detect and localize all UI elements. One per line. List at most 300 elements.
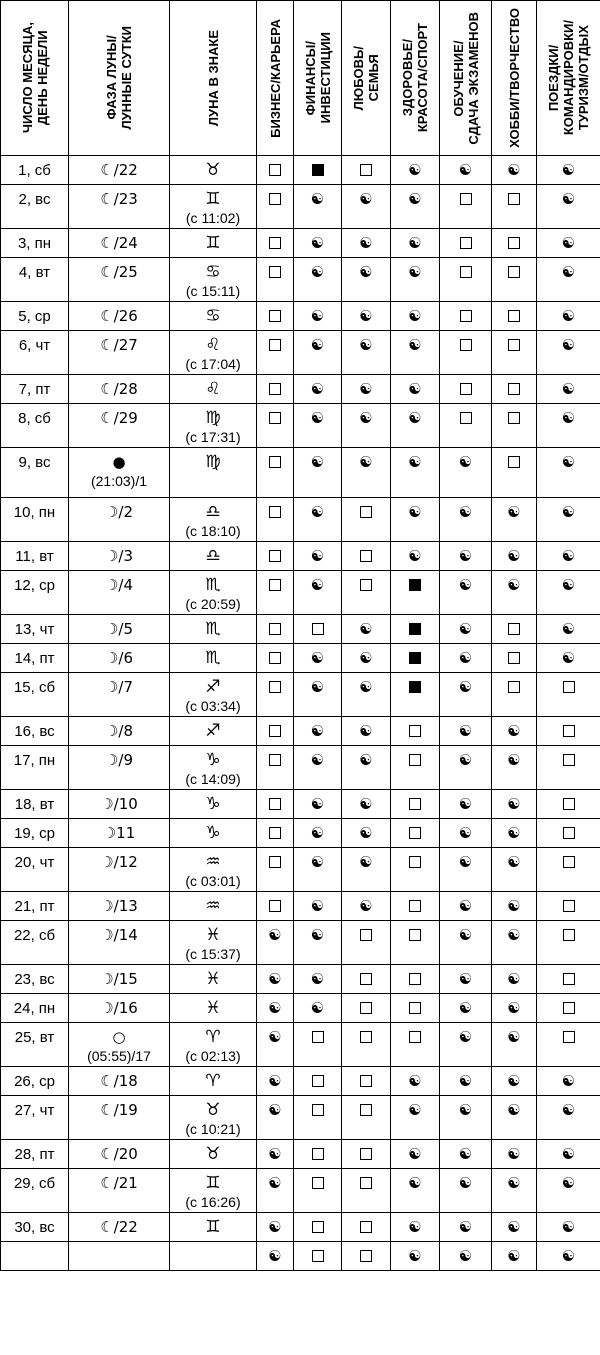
rating-cell: [440, 258, 492, 302]
table-row: [1, 571, 600, 615]
yin-yang-icon: ☯: [310, 189, 325, 208]
rating-cell: [391, 156, 440, 185]
day-cell: 4, вт: [1, 258, 69, 302]
yin-yang-icon: ☯: [408, 160, 422, 179]
rating-cell: [492, 1169, 537, 1213]
zodiac-sign-icon: ♉: [205, 160, 221, 180]
empty-square-icon: [508, 310, 520, 322]
rating-cell: [391, 644, 440, 673]
rating-cell: [492, 1067, 537, 1096]
moon-phase: ☾/20: [100, 1145, 138, 1163]
rating-cell: [257, 921, 294, 965]
rating-cell: [537, 185, 600, 229]
day-cell: 2, вс: [1, 185, 69, 229]
phase-cell: [69, 498, 170, 542]
rating-cell: [342, 498, 391, 542]
empty-square-icon: [460, 412, 472, 424]
rating-cell: [440, 1096, 492, 1140]
rating-cell: [391, 229, 440, 258]
empty-square-icon: [312, 1075, 324, 1087]
day-cell: 21, пт: [1, 892, 69, 921]
table-row: [1, 746, 600, 790]
rating-cell: [342, 375, 391, 404]
yin-yang-icon: ☯: [561, 160, 576, 179]
phase-cell: [69, 819, 170, 848]
empty-square-icon: [269, 652, 281, 664]
header-label: ЛЮБОВЬ/ СЕМЬЯ: [351, 45, 381, 111]
moon-phase: ☾/22: [100, 161, 138, 179]
empty-square-icon: [269, 725, 281, 737]
rating-cell: [391, 404, 440, 448]
rating-cell: [257, 819, 294, 848]
yin-yang-icon: ☯: [458, 1071, 473, 1090]
yin-yang-icon: ☯: [310, 575, 325, 594]
empty-square-icon: [460, 339, 472, 351]
rating-cell: [342, 1169, 391, 1213]
rating-cell: [257, 892, 294, 921]
rating-cell: [391, 892, 440, 921]
sign-cell: [170, 746, 257, 790]
yin-yang-icon: ☯: [561, 1217, 576, 1236]
rating-cell: [537, 994, 600, 1023]
yin-yang-icon: ☯: [458, 852, 473, 871]
rating-cell: [294, 258, 342, 302]
sign-time: (с 17:31): [185, 429, 241, 445]
rating-cell: [391, 375, 440, 404]
rating-cell: [440, 819, 492, 848]
yin-yang-icon: ☯: [561, 619, 576, 638]
day-cell: [1, 1242, 69, 1271]
rating-cell: [294, 746, 342, 790]
moon-phase: ☾/25: [100, 263, 138, 281]
rating-cell: [537, 673, 600, 717]
yin-yang-icon: ☯: [268, 1173, 282, 1192]
rating-cell: [492, 615, 537, 644]
rating-cell: [294, 1169, 342, 1213]
rating-cell: [440, 448, 492, 498]
rating-cell: [492, 1096, 537, 1140]
empty-square-icon: [508, 237, 520, 249]
phase-cell: [69, 615, 170, 644]
yin-yang-icon: ☯: [507, 1144, 521, 1163]
empty-square-icon: [360, 929, 372, 941]
yin-yang-icon: ☯: [359, 452, 373, 471]
yin-yang-icon: ☯: [359, 721, 373, 740]
rating-cell: [537, 848, 600, 892]
sign-cell: [170, 1213, 257, 1242]
empty-square-icon: [360, 579, 372, 591]
rating-cell: [537, 1096, 600, 1140]
rating-cell: [257, 1023, 294, 1067]
empty-square-icon: [269, 623, 281, 635]
yin-yang-icon: ☯: [507, 1100, 521, 1119]
empty-square-icon: [269, 412, 281, 424]
table-row: [1, 404, 600, 448]
empty-square-icon: [360, 1221, 372, 1233]
sign-time: (с 10:21): [185, 1121, 241, 1137]
header-label: БИЗНЕС/КАРЬЕРА: [267, 18, 283, 138]
yin-yang-icon: ☯: [507, 546, 521, 565]
sign-cell: [170, 1023, 257, 1067]
rating-cell: [537, 448, 600, 498]
zodiac-sign-icon: ♌: [205, 335, 221, 355]
yin-yang-icon: ☯: [310, 823, 325, 842]
zodiac-sign-icon: ♊: [205, 1217, 221, 1237]
yin-yang-icon: ☯: [458, 925, 473, 944]
yin-yang-icon: ☯: [310, 262, 325, 281]
yin-yang-icon: ☯: [561, 379, 576, 398]
yin-yang-icon: ☯: [310, 896, 325, 915]
yin-yang-icon: ☯: [458, 823, 473, 842]
rating-cell: [537, 644, 600, 673]
yin-yang-icon: ☯: [458, 452, 473, 471]
table-row: [1, 848, 600, 892]
empty-square-icon: [312, 1148, 324, 1160]
header-study: [440, 1, 492, 156]
rating-cell: [440, 892, 492, 921]
rating-cell: [257, 1067, 294, 1096]
rating-cell: [342, 542, 391, 571]
zodiac-sign-icon: ♐: [205, 677, 221, 697]
empty-square-icon: [409, 900, 421, 912]
phase-cell: [69, 673, 170, 717]
sign-cell: [170, 1067, 257, 1096]
yin-yang-icon: ☯: [458, 998, 473, 1017]
rating-cell: [440, 1140, 492, 1169]
yin-yang-icon: ☯: [310, 794, 325, 813]
day-cell: 8, сб: [1, 404, 69, 448]
rating-cell: [537, 571, 600, 615]
rating-cell: [294, 542, 342, 571]
yin-yang-icon: ☯: [359, 233, 373, 252]
moon-phase: ☽/7: [104, 678, 134, 696]
table-row: [1, 302, 600, 331]
phase-cell: [69, 571, 170, 615]
sign-cell: [170, 1169, 257, 1213]
empty-square-icon: [508, 681, 520, 693]
rating-cell: [342, 185, 391, 229]
rating-cell: [492, 746, 537, 790]
rating-cell: [294, 615, 342, 644]
yin-yang-icon: ☯: [561, 408, 576, 427]
rating-cell: [342, 1213, 391, 1242]
sign-time: (с 15:11): [185, 283, 241, 299]
empty-square-icon: [312, 1177, 324, 1189]
sign-cell: [170, 615, 257, 644]
rating-cell: [391, 1169, 440, 1213]
rating-cell: [391, 848, 440, 892]
rating-cell: [294, 185, 342, 229]
rating-cell: [492, 717, 537, 746]
rating-cell: [391, 498, 440, 542]
rating-cell: [342, 790, 391, 819]
rating-cell: [440, 302, 492, 331]
rating-cell: [537, 746, 600, 790]
rating-cell: [391, 1067, 440, 1096]
yin-yang-icon: ☯: [507, 896, 521, 915]
moon-phase: ☽/15: [100, 970, 138, 988]
yin-yang-icon: ☯: [507, 1027, 521, 1046]
sign-cell: [170, 644, 257, 673]
table-row: [1, 498, 600, 542]
rating-cell: [257, 790, 294, 819]
yin-yang-icon: ☯: [458, 502, 473, 521]
yin-yang-icon: ☯: [268, 1027, 282, 1046]
rating-cell: [440, 331, 492, 375]
yin-yang-icon: ☯: [561, 306, 576, 325]
empty-square-icon: [312, 1031, 324, 1043]
sign-time: (с 03:34): [185, 698, 241, 714]
rating-cell: [492, 185, 537, 229]
day-cell: 6, чт: [1, 331, 69, 375]
yin-yang-icon: ☯: [359, 262, 373, 281]
yin-yang-icon: ☯: [561, 546, 576, 565]
rating-cell: [492, 965, 537, 994]
rating-cell: [294, 375, 342, 404]
sign-cell: [170, 302, 257, 331]
moon-phase: ☾/22: [100, 1218, 138, 1236]
table-row: [1, 375, 600, 404]
rating-cell: [342, 302, 391, 331]
table-row: [1, 892, 600, 921]
yin-yang-icon: ☯: [458, 1173, 473, 1192]
rating-cell: [342, 848, 391, 892]
rating-cell: [294, 498, 342, 542]
empty-square-icon: [460, 237, 472, 249]
yin-yang-icon: ☯: [561, 1173, 576, 1192]
rating-cell: [391, 258, 440, 302]
sign-cell: [170, 258, 257, 302]
rating-cell: [440, 921, 492, 965]
rating-cell: [537, 229, 600, 258]
empty-square-icon: [312, 623, 324, 635]
moon-phase: ☾/21: [100, 1174, 138, 1192]
rating-cell: [537, 404, 600, 448]
moon-phase: ☾/18: [100, 1072, 138, 1090]
sign-time: (с 17:04): [185, 356, 241, 372]
header-love: [342, 1, 391, 156]
empty-square-icon: [563, 827, 575, 839]
yin-yang-icon: ☯: [458, 160, 473, 179]
zodiac-sign-icon: ♏: [205, 575, 221, 595]
phase-cell: [69, 1213, 170, 1242]
yin-yang-icon: ☯: [507, 575, 521, 594]
moon-phase: ☽/13: [100, 897, 138, 915]
yin-yang-icon: ☯: [268, 1071, 282, 1090]
rating-cell: [492, 1140, 537, 1169]
empty-square-icon: [269, 456, 281, 468]
yin-yang-icon: ☯: [408, 306, 422, 325]
yin-yang-icon: ☯: [408, 502, 422, 521]
empty-square-icon: [409, 1031, 421, 1043]
day-cell: 22, сб: [1, 921, 69, 965]
yin-yang-icon: ☯: [561, 502, 576, 521]
phase-cell: [69, 1242, 170, 1271]
empty-square-icon: [563, 681, 575, 693]
rating-cell: [440, 1023, 492, 1067]
yin-yang-icon: ☯: [458, 677, 473, 696]
yin-yang-icon: ☯: [507, 721, 521, 740]
empty-square-icon: [508, 652, 520, 664]
sign-cell: [170, 331, 257, 375]
day-cell: 25, вт: [1, 1023, 69, 1067]
moon-phase: ●: [112, 453, 126, 471]
rating-cell: [440, 994, 492, 1023]
empty-square-icon: [360, 1031, 372, 1043]
rating-cell: [537, 331, 600, 375]
rating-cell: [391, 615, 440, 644]
empty-square-icon: [409, 973, 421, 985]
phase-cell: [69, 375, 170, 404]
rating-cell: [342, 448, 391, 498]
yin-yang-icon: ☯: [359, 677, 373, 696]
yin-yang-icon: ☯: [507, 502, 521, 521]
empty-square-icon: [563, 929, 575, 941]
yin-yang-icon: ☯: [310, 379, 325, 398]
rating-cell: [440, 542, 492, 571]
yin-yang-icon: ☯: [408, 1246, 422, 1265]
phase-cell: [69, 1169, 170, 1213]
yin-yang-icon: ☯: [507, 823, 521, 842]
header-row: [1, 1, 600, 156]
rating-cell: [294, 1023, 342, 1067]
empty-square-icon: [360, 1075, 372, 1087]
yin-yang-icon: ☯: [408, 408, 422, 427]
rating-cell: [342, 746, 391, 790]
sign-cell: [170, 448, 257, 498]
table-row: [1, 790, 600, 819]
yin-yang-icon: ☯: [408, 1217, 422, 1236]
empty-square-icon: [269, 383, 281, 395]
rating-cell: [294, 1242, 342, 1271]
yin-yang-icon: ☯: [268, 1246, 282, 1265]
yin-yang-icon: ☯: [458, 794, 473, 813]
empty-square-icon: [269, 856, 281, 868]
empty-square-icon: [360, 164, 372, 176]
sign-cell: [170, 156, 257, 185]
rating-cell: [257, 1169, 294, 1213]
phase-cell: [69, 302, 170, 331]
empty-square-icon: [409, 856, 421, 868]
day-cell: 24, пн: [1, 994, 69, 1023]
yin-yang-icon: ☯: [408, 189, 422, 208]
day-cell: 26, ср: [1, 1067, 69, 1096]
table-row: [1, 1067, 600, 1096]
header-day: [1, 1, 69, 156]
yin-yang-icon: ☯: [561, 335, 576, 354]
empty-square-icon: [460, 383, 472, 395]
yin-yang-icon: ☯: [310, 408, 325, 427]
empty-square-icon: [360, 506, 372, 518]
header-health: [391, 1, 440, 156]
yin-yang-icon: ☯: [507, 852, 521, 871]
yin-yang-icon: ☯: [310, 648, 325, 667]
moon-phase: ☾/26: [100, 307, 138, 325]
rating-cell: [257, 1242, 294, 1271]
rating-cell: [257, 848, 294, 892]
rating-cell: [294, 644, 342, 673]
rating-cell: [257, 185, 294, 229]
empty-square-icon: [312, 1221, 324, 1233]
yin-yang-icon: ☯: [268, 969, 282, 988]
yin-yang-icon: ☯: [408, 335, 422, 354]
yin-yang-icon: ☯: [458, 648, 473, 667]
empty-square-icon: [360, 1148, 372, 1160]
yin-yang-icon: ☯: [507, 1246, 521, 1265]
table-row: [1, 921, 600, 965]
sign-cell: [170, 892, 257, 921]
header-label: ЗДОРОВЬЕ/ КРАСОТА/СПОРТ: [400, 23, 430, 133]
zodiac-sign-icon: ♒: [205, 896, 221, 916]
rating-cell: [492, 1023, 537, 1067]
empty-square-icon: [269, 164, 281, 176]
yin-yang-icon: ☯: [408, 546, 422, 565]
moon-phase: ☽/3: [104, 547, 134, 565]
rating-cell: [294, 1096, 342, 1140]
day-cell: 15, сб: [1, 673, 69, 717]
zodiac-sign-icon: ♓: [205, 998, 221, 1018]
rating-cell: [342, 1242, 391, 1271]
rating-cell: [440, 498, 492, 542]
rating-cell: [294, 819, 342, 848]
rating-cell: [257, 375, 294, 404]
rating-cell: [537, 1169, 600, 1213]
zodiac-sign-icon: ♊: [205, 1173, 221, 1193]
rating-cell: [294, 965, 342, 994]
rating-cell: [391, 302, 440, 331]
sign-cell: [170, 229, 257, 258]
rating-cell: [342, 331, 391, 375]
zodiac-sign-icon: ♈: [205, 1071, 221, 1091]
table-row: [1, 185, 600, 229]
zodiac-sign-icon: ♎: [205, 502, 221, 522]
rating-cell: [257, 746, 294, 790]
rating-cell: [294, 302, 342, 331]
rating-cell: [257, 1096, 294, 1140]
day-cell: 3, пн: [1, 229, 69, 258]
day-cell: 7, пт: [1, 375, 69, 404]
moon-phase: ☾/23: [100, 190, 138, 208]
yin-yang-icon: ☯: [359, 306, 373, 325]
header-label: ЧИСЛО МЕСЯЦА, ДЕНЬ НЕДЕЛИ: [19, 22, 50, 134]
rating-cell: [440, 1067, 492, 1096]
empty-square-icon: [269, 827, 281, 839]
phase-cell: [69, 331, 170, 375]
yin-yang-icon: ☯: [408, 233, 422, 252]
yin-yang-icon: ☯: [458, 575, 473, 594]
rating-cell: [257, 571, 294, 615]
yin-yang-icon: ☯: [268, 1144, 282, 1163]
empty-square-icon: [269, 310, 281, 322]
table-body: [1, 156, 600, 1271]
table-row: [1, 819, 600, 848]
yin-yang-icon: ☯: [359, 379, 373, 398]
yin-yang-icon: ☯: [507, 925, 521, 944]
rating-cell: [492, 542, 537, 571]
rating-cell: [294, 921, 342, 965]
empty-square-icon: [312, 1250, 324, 1262]
rating-cell: [537, 615, 600, 644]
sign-cell: [170, 790, 257, 819]
empty-square-icon: [409, 798, 421, 810]
zodiac-sign-icon: ♓: [205, 925, 221, 945]
day-cell: 28, пт: [1, 1140, 69, 1169]
rating-cell: [492, 673, 537, 717]
day-cell: 5, ср: [1, 302, 69, 331]
table-row: [1, 615, 600, 644]
rating-cell: [537, 892, 600, 921]
sign-cell: [170, 1140, 257, 1169]
